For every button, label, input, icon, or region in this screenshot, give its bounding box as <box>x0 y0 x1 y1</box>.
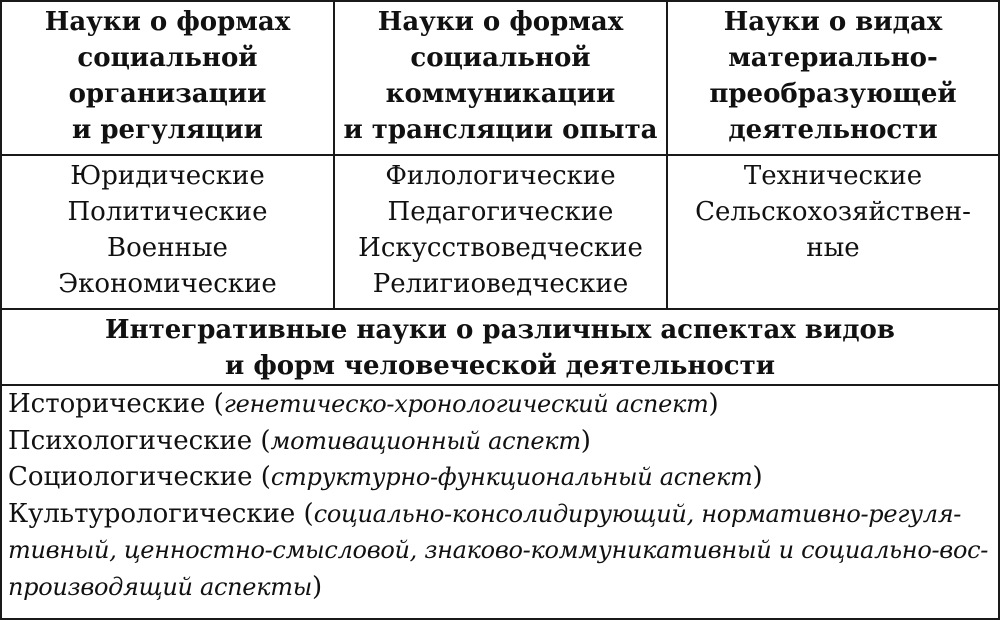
aspect-text: структурно-функциональный аспект <box>270 463 753 491</box>
aspect-text: тивный, ценностно-смысловой, знаково-коммуникативный и социально-вос- <box>8 536 989 564</box>
header-line: социальной <box>77 43 258 73</box>
header-line: материально- <box>728 43 938 73</box>
header-cell-material-activity <box>667 1 999 155</box>
aspect-text: социально-консолидирующий, нормативно-регуля- <box>313 499 962 528</box>
list-item-cultural: Культурологические (социально-консолидирующий, нормативно-регуля- <box>8 498 962 529</box>
header-row <box>1 1 999 155</box>
list-item: Религиоведческие <box>372 269 629 299</box>
integrative-header-row <box>1 309 999 385</box>
list-item: ные <box>806 233 860 263</box>
aspect-text: мотивационный аспект <box>270 426 581 455</box>
items-cell-social-organization <box>1 155 334 309</box>
integrative-list-cell <box>1 385 999 619</box>
list-item: Педагогические <box>387 197 614 227</box>
items-cell-material-activity <box>667 155 999 309</box>
list-item: Технические <box>743 161 923 191</box>
header-line: Науки о формах <box>44 7 291 37</box>
science-name: Психологические <box>8 425 253 456</box>
list-item: Военные <box>107 233 228 263</box>
header-cell-social-communication <box>334 1 667 155</box>
science-name: Исторические <box>8 389 206 419</box>
header-cell-social-organization <box>1 1 334 155</box>
integrative-title-line: Интегративные науки о различных аспектах видов <box>105 315 895 345</box>
list-item: Политические <box>67 197 268 227</box>
header-line: коммуникации <box>385 79 616 109</box>
list-item: Экономические <box>58 269 277 299</box>
items-row <box>1 155 999 309</box>
science-name: Социологические <box>8 462 253 492</box>
list-item-historical: Исторические (генетическо-хронологический аспект) <box>8 389 719 419</box>
header-line: преобразующей <box>709 79 957 109</box>
list-item-cultural-continued <box>8 532 998 569</box>
integrative-body-row <box>1 385 999 619</box>
list-item: Филологические <box>385 161 616 191</box>
integrative-title-line: и форм человеческой деятельности <box>225 351 775 381</box>
header-line: и регуляции <box>72 115 263 145</box>
integrative-title-cell <box>1 309 999 385</box>
list-item: Юридические <box>70 161 265 191</box>
header-line: Науки о видах <box>723 7 943 37</box>
aspect-text: генетическо-хронологический аспект <box>223 390 709 418</box>
list-item: Сельскохозяйствен- <box>695 197 971 227</box>
aspect-text: производящий аспекты <box>8 572 312 601</box>
list-item-psychological: Психологические (мотивационный аспект) <box>8 425 591 456</box>
list-item-cultural-end: производящий аспекты) <box>8 571 323 602</box>
header-line: социальной <box>410 43 591 73</box>
header-line: деятельности <box>728 115 938 145</box>
header-line: организации <box>68 79 267 109</box>
list-item-sociological: Социологические (структурно-функциональный аспект) <box>8 462 763 492</box>
header-line: и трансляции опыта <box>343 115 658 145</box>
items-cell-social-communication <box>334 155 667 309</box>
list-item: Искусствоведческие <box>358 233 643 263</box>
header-line: Науки о формах <box>377 7 624 37</box>
science-name: Культурологические <box>8 498 296 529</box>
